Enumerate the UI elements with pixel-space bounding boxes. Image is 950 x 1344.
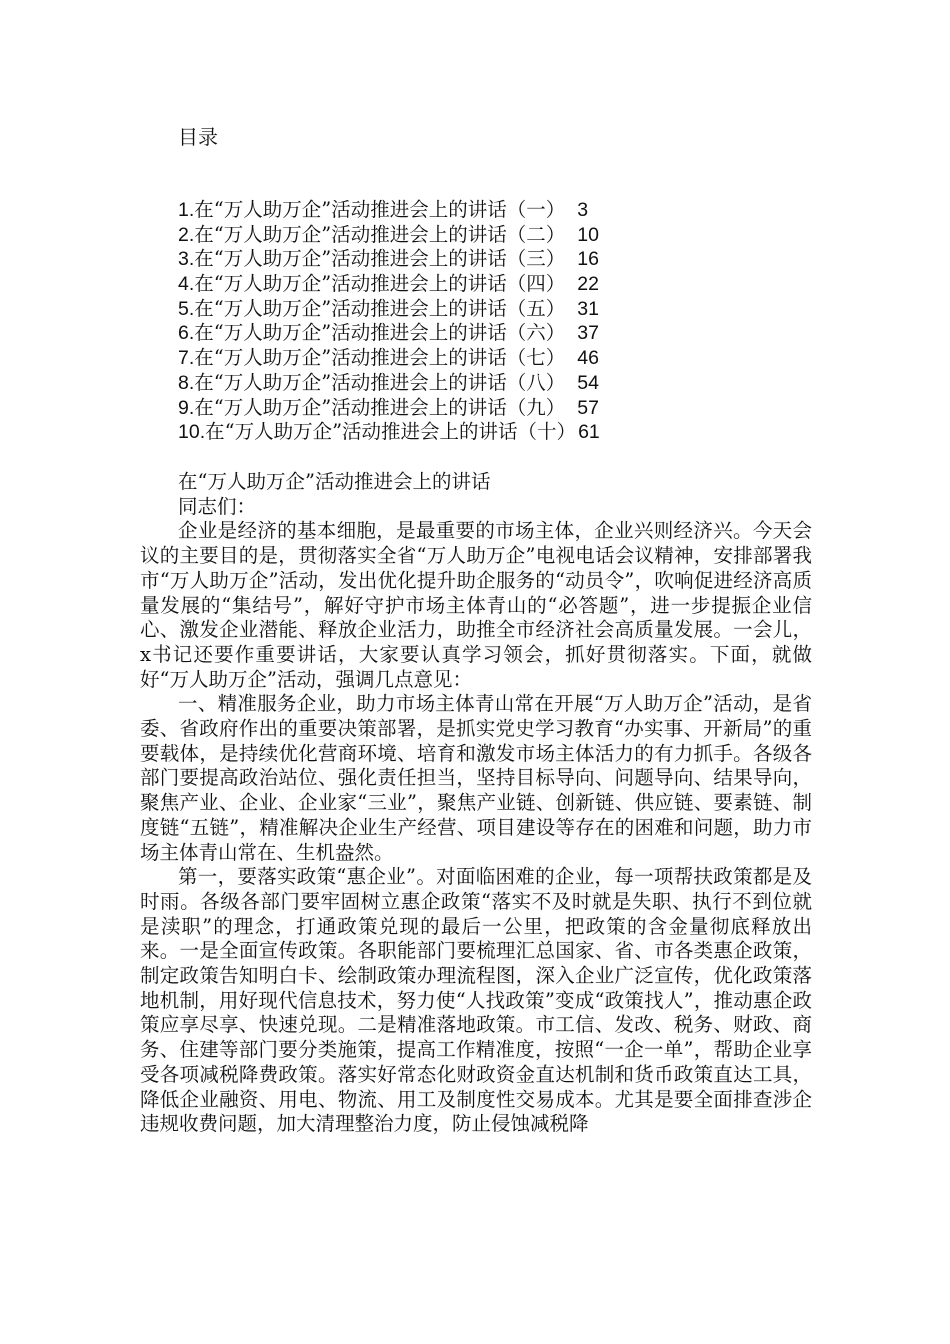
toc-item[interactable] bbox=[178, 223, 600, 248]
toc-item-text: 在“万人助万企”活动推进会上的讲话（二） bbox=[194, 222, 566, 246]
toc-item-text: 在“万人助万企”活动推进会上的讲话（九） bbox=[194, 395, 566, 419]
toc-item-page: 46 bbox=[577, 347, 599, 370]
toc-item[interactable] bbox=[178, 247, 600, 272]
toc-item[interactable] bbox=[178, 272, 600, 297]
toc-item-page: 54 bbox=[577, 371, 599, 394]
toc-item-text: 在“万人助万企”活动推进会上的讲话（七） bbox=[194, 346, 566, 370]
toc-item-number: 9. bbox=[178, 396, 195, 419]
toc-item[interactable] bbox=[178, 420, 600, 445]
toc-item-number: 7. bbox=[178, 347, 195, 370]
speech-title: 在“万人助万企”活动推进会上的讲话 bbox=[178, 470, 491, 493]
speech-paragraph: 第一，要落实政策“惠企业”。对面临困难的企业，每一项帮扶政策都是及时雨。各级各部门要牢固树立惠企政策“落实不及时就是失职、执行不到位就是渎职”的理念，打通政策兑现的最后一公里，把政策的含金量彻底释放出来。一是全面宣传政策。各职能部门要梳理汇总国家、省、市各类惠企政策，制定政策告知明白卡、绘制政策办理流程图，深入企业广泛宣传，优化政策落地机制，用好现代信息技术，努力使“人找政策”变成“政策找人”，推动惠企政策应享尽享、快速兑现。二是精准落地政策。市工信、发改、税务、财政、商务、住建等部门要分类施策，提高工作精准度，按照“一企一单”，帮助企业享受各项减税降费政策。落实好常态化财政资金直达机制和货币政策直达工具，降低企业融资、用电、物流、用工及制度性交易成本。尤其是要全面排查涉企违规收费问题，加大清理整治力度，防止侵蚀减税降 bbox=[140, 865, 812, 1136]
toc-item-page: 57 bbox=[577, 396, 599, 419]
toc-item-page: 31 bbox=[577, 297, 599, 320]
toc-item-page: 16 bbox=[577, 248, 599, 271]
toc-item-number: 2. bbox=[178, 223, 195, 246]
toc-item-text: 在“万人助万企”活动推进会上的讲话（三） bbox=[194, 247, 566, 271]
toc-item[interactable] bbox=[178, 371, 600, 396]
toc-item-page: 10 bbox=[577, 223, 599, 246]
speech-salutation: 同志们： bbox=[178, 494, 257, 518]
toc-item-text: 在“万人助万企”活动推进会上的讲话（一） bbox=[194, 198, 566, 221]
toc-title: 目录 bbox=[178, 125, 218, 149]
toc-item-text: 在“万人助万企”活动推进会上的讲话（五） bbox=[194, 296, 566, 320]
toc-item-number: 8. bbox=[178, 371, 195, 394]
toc-item-page: 61 bbox=[578, 421, 600, 444]
toc-item-number: 3. bbox=[178, 248, 195, 271]
toc-item[interactable] bbox=[178, 396, 600, 421]
toc-item-text: 在“万人助万企”活动推进会上的讲话（八） bbox=[194, 370, 566, 394]
toc-item[interactable] bbox=[178, 198, 600, 223]
toc-item[interactable] bbox=[178, 346, 600, 371]
toc-item-number: 10. bbox=[178, 421, 206, 444]
toc-item-number: 6. bbox=[178, 322, 195, 345]
toc-item-number: 1. bbox=[178, 199, 195, 221]
toc-item[interactable] bbox=[178, 297, 600, 322]
toc-item-text: 在“万人助万企”活动推进会上的讲话（十） bbox=[205, 420, 577, 444]
toc-item-page: 37 bbox=[577, 322, 599, 345]
toc-item[interactable] bbox=[178, 321, 600, 346]
toc-item-text: 在“万人助万企”活动推进会上的讲话（四） bbox=[194, 272, 566, 296]
toc-item-page: 22 bbox=[577, 273, 599, 296]
speech-content bbox=[140, 470, 812, 1137]
toc-item-number: 5. bbox=[178, 297, 195, 320]
toc-item-page: 3 bbox=[577, 199, 589, 221]
speech-paragraph: 企业是经济的基本细胞，是最重要的市场主体，企业兴则经济兴。今天会议的主要目的是，贯彻落实全省“万人助万企”电视电话会议精神，安排部署我市“万人助万企”活动，发出优化提升助企服务的“动员令”，吹响促进经济高质量发展的“集结号”，解好守护市场主体青山的“必答题”，进一步提振企业信心、激发企业潜能、释放企业活力，助推全市经济社会高质量发展。一会儿，x书记还要作重要讲话，大家要认真学习领会，抓好贯彻落实。下面，就做好“万人助万企”活动，强调几点意见： bbox=[140, 519, 812, 691]
toc-item-number: 4. bbox=[178, 273, 195, 296]
toc-list bbox=[178, 198, 600, 445]
toc-item-text: 在“万人助万企”活动推进会上的讲话（六） bbox=[194, 321, 566, 345]
speech-paragraph: 一、精准服务企业，助力市场主体青山常在开展“万人助万企”活动，是省委、省政府作出的重要决策部署，是抓实党史学习教育“办实事、开新局”的重要载体，是持续优化营商环境、培育和激发市场主体活力的有力抓手。各级各部门要提高政治站位、强化责任担当，坚持目标导向、问题导向、结果导向，聚焦产业、企业、企业家“三业”，聚焦产业链、创新链、供应链、要素链、制度链“五链”，精准解决企业生产经营、项目建设等存在的困难和问题，助力市场主体青山常在、生机盎然。 bbox=[140, 692, 812, 864]
